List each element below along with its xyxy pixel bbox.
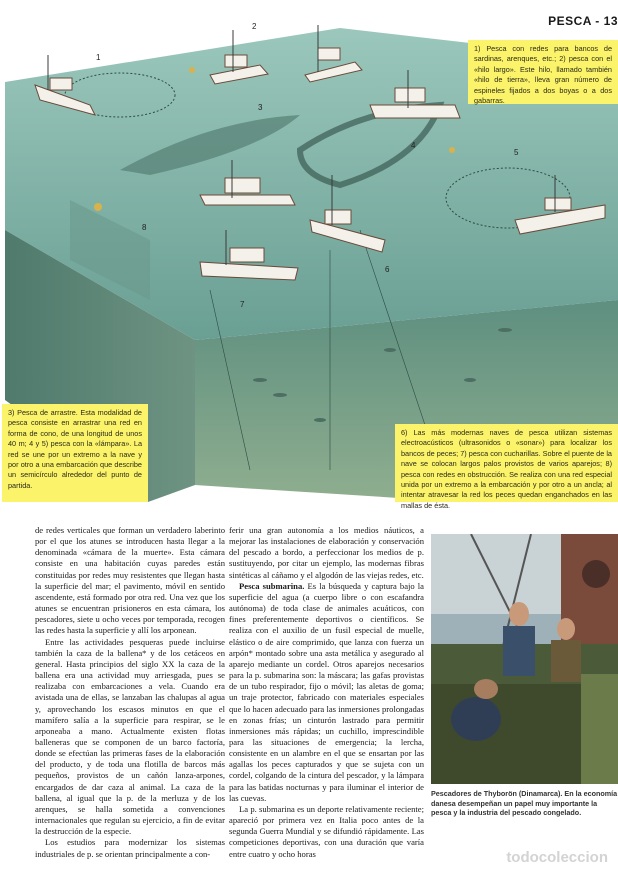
article-paragraph: de redes verticales que forman un verdadero laberinto por el que los atunes se introducen hasta llegar a la denominada «cámara de la muerte». Esta cámara consiste en una habitación cuyas paredes están constituidas por redes muy resistentes que llegan hasta la superficie del mar; el pavimento, móvil en sentido ascendente, está formado por otra red. Una vez que los atunes se encuentran prisioneros en esta cámara, los pescadores, siete u ocho veces por temporada, recogen las redes hasta la superficie y allí los arponean. [35,525,225,636]
section-heading: Pesca submarina. [239,580,305,591]
callout-8: 8 [142,223,147,232]
callout-5: 5 [514,148,519,157]
article-paragraph: La p. submarina es un deporte relativamente reciente; apareció por primera vez en Italia poco antes de la segunda Guerra Mundial y se difundió rápidamente. Las competiciones deportivas, con una duración que varía entre cuatro y ocho horas [229,803,424,859]
callout-3: 3 [258,103,263,112]
callout-1: 1 [96,53,101,62]
caption-methods-3-5: 3) Pesca de arrastre. Esta modalidad de pesca consiste en arrastrar una red en forma de cono, de una longitud de unos 40 m; 4 y 5) pesca con la «lámpara». La red se une por un extremo a la nave y por otro a una embarcación que describe un semicírculo alrededor del punto de partida. [2,404,148,502]
fishermen-photo [431,534,618,784]
caption-methods-1-2: 1) Pesca con redes para bancos de sardinas, arenques, etc.; 2) pesca con el «hilo largo». Este hilo, llamado también «hilo de tierra», lleva gran número de espineles fijados a dos boyas o a dos gabarras. [468,40,618,104]
caption-methods-6-8: 6) Las más modernas naves de pesca utilizan sistemas electroacústicos (ultrasonidos o «sonar») para localizar los bancos de peces; 7) pesca con cucharillas. Sobre el puente de la nave se colocan largos palos provistos de varios aparejos; 8) pesca con redes en obstrucción. Se realiza con una red especial unida por un extremo a la embarcación y por otro a un ancla; al intentar atravesar la red los peces quedan enganchados en las mallas de ésta. [395,424,618,502]
article-paragraph: Entre las actividades pesqueras puede incluirse también la caza de la ballena* y de los cetáceos en general. Hasta principios del siglo XX la caza de la ballena era una actividad muy arriesgada, pues se realizaba con embarcaciones a vela. Cuando era avistada una de ellas, se lanzaban las chalupas al agua y, aprovechando los escasos minutos en que el mamífero salía a la superficie para respirar, se le arponeaba a mano. Actualmente existen flotas balleneras que se componen de un barco factoría, donde se efectúan las primeras fases de la elaboración del producto, y de toda una flotilla de barcos más pequeños, provistos de un cañón lanza-arpones, encargados de dar caza al animal. La caza de la ballena, al igual que la p. de la merluza y de los arenques, se halla sometida a convenciones internacionales que regulan su ejercicio, a fin de evitar la destrucción de la especie. [35,636,225,837]
watermark: todocoleccion [506,849,608,866]
buoy [449,147,455,153]
page-header: PESCA - 13 [548,14,618,28]
callout-6: 6 [385,265,390,274]
callout-2: 2 [252,22,257,31]
article-column-1 [35,525,225,860]
section-text: Es la búsqueda y captura bajo la superficie del agua (a cuerpo libre o con escafandra autónoma) de toda clase de animales acuáticos, con fines preferentemente deportivos o científicos. Se realiza con el auxilio de un fusil especial de muelle, elástico o de aire comprimido, que lanza con fuerza un arpón* montado sobre una asta metálica y asegurado al aparejo mediante un cordel. Otros aparejos necesarios para la p. submarina son: la máscara; las gafas provistas de un tubo respirador, fijo o móvil; las aletas de goma; un traje protector, fabricado con materiales especiales que lo hacen adecuado para las inmersiones prolongadas en zonas frías; un cinturón lastrado para permitir inmersiones más rápidas; un cuchillo, imprescindible para las situaciones de emergencia; la lercha, consistente en un alambre en el que se ensartan por las agallas los peces capturados y que se sujeta con un cordel, colgando de la cintura del pescador, y la lámpara para las batidas nocturnas y para iluminar el interior de las cuevas. [229,580,424,803]
buoy [189,67,195,73]
buoy [94,203,102,211]
article-paragraph: ferir una gran autonomía a los medios náuticos, a mejorar las instalaciones de elaboración y conservación del pescado a bordo, a perfeccionar los medios de p. sustituyendo, por citar un ejemplo, las modernas fibras sintéticas al cáñamo y el algodón de las viejas redes, etc. [229,525,424,580]
article-paragraph: Los estudios para modernizar los sistemas industriales de p. se orientan principalmente a con- [35,837,225,859]
callout-7: 7 [240,300,245,309]
photo-caption: Pescadores de Thyborön (Dinamarca). En la economía danesa desempeñan un papel muy importante la pesca y la industria del pescado congelado. [431,789,618,817]
article-column-2 [229,525,424,860]
article-paragraph [229,581,424,804]
callout-4: 4 [411,141,416,150]
